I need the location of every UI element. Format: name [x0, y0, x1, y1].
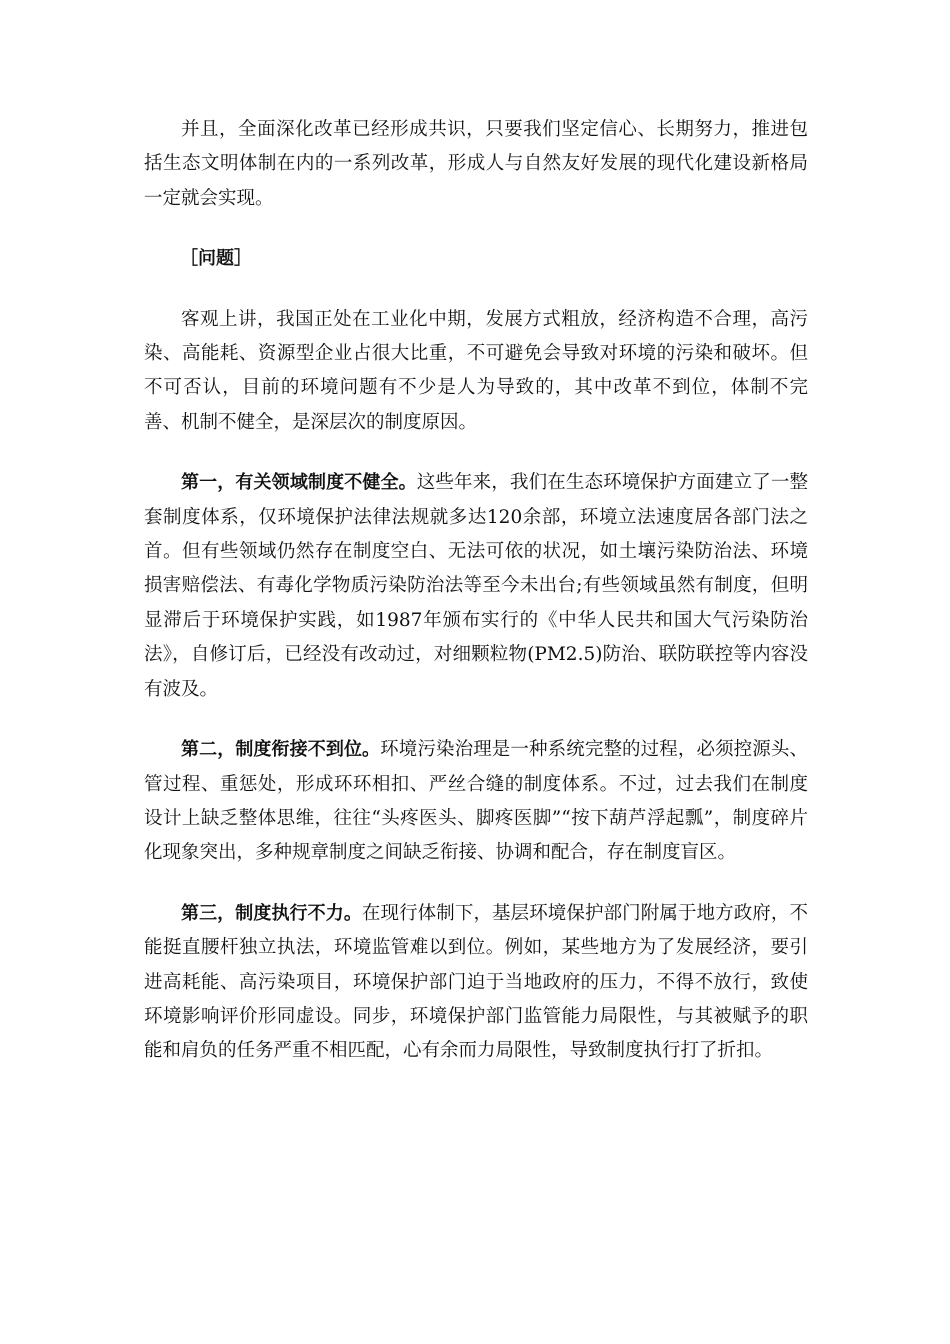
document-body	[144, 113, 808, 1095]
paragraph-text: 这些年来，我们在生态环境保护方面建立了一整套制度体系，仅环境保护法律法规就多达120余部，环境立法速度居各部门法之首。但有些领域仍然存在制度空白、无法可依的状况，如土壤污染防治法、环境损害赔偿法、有毒化学物质污染防治法等至今未出台;有些领域虽然有制度，但明显滞后于环境保护实践，如1987年颁布实行的《中华人民共和国大气污染防治法》，自修订后，已经没有改动过，对细颗粒物(PM2.5)防治、联防联控等内容没有波及。	[144, 472, 808, 700]
heading-text: ［问题］	[180, 248, 252, 270]
section-heading-problem	[144, 242, 808, 276]
paragraph-point-three	[144, 897, 808, 1069]
paragraph-point-two	[144, 733, 808, 871]
paragraph-text: 并且，全面深化改革已经形成共识，只要我们坚定信心、长期努力，推进包括生态文明体制在内的一系列改革，形成人与自然友好发展的现代化建设新格局一定就会实现。	[144, 119, 808, 209]
paragraph-lead: 第二，制度衔接不到位。	[181, 739, 381, 761]
paragraph-reform-consensus	[144, 113, 808, 216]
paragraph-point-one	[144, 466, 808, 707]
paragraph-text: 在现行体制下，基层环境保护部门附属于地方政府，不能挺直腰杆独立执法，环境监管难以到位。例如，某些地方为了发展经济，要引进高耗能、高污染项目，环境保护部门迫于当地政府的压力，不得不放行，致使环境影响评价形同虚设。同步，环境保护部门监管能力局限性，与其被赋予的职能和肩负的任务严重不相匹配，心有余而力局限性，导致制度执行打了折扣。	[144, 902, 808, 1062]
paragraph-objective-analysis	[144, 303, 808, 441]
paragraph-lead: 第三，制度执行不力。	[181, 902, 362, 924]
paragraph-text: 客观上讲，我国正处在工业化中期，发展方式粗放，经济构造不合理，高污染、高能耗、资源型企业占很大比重，不可避免会导致对环境的污染和破坏。但不可否认，目前的环境问题有不少是人为导致的，其中改革不到位，体制不完善、机制不健全，是深层次的制度原因。	[144, 308, 808, 433]
paragraph-lead: 第一，有关领域制度不健全。	[181, 472, 417, 494]
paragraph-text: 环境污染治理是一种系统完整的过程，必须控源头、管过程、重惩处，形成环环相扣、严丝合缝的制度体系。不过，过去我们在制度设计上缺乏整体思维，往往“头疼医头、脚疼医脚”“按下葫芦浮起瓢”，制度碎片化现象突出，多种规章制度之间缺乏衔接、协调和配合，存在制度盲区。	[144, 739, 808, 864]
